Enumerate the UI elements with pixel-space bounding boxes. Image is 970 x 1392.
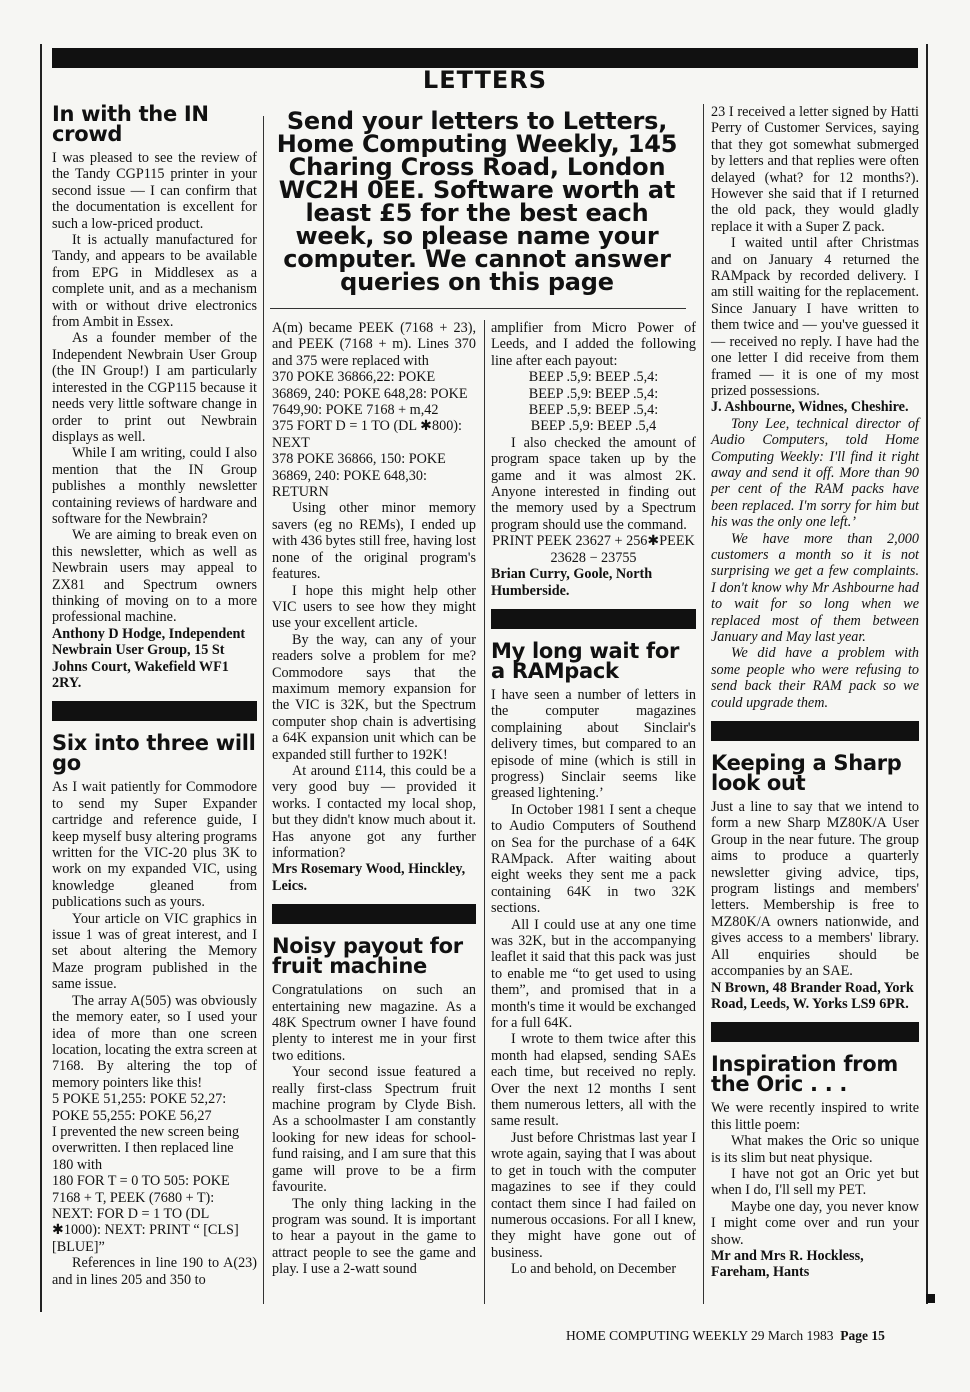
letter-paragraph: The only thing lacking in the program was sound. It is important to hear a payout in the game to attract people to see the game and play. I use a 2-watt sound — [272, 1195, 476, 1278]
letter-ram-pack — [491, 638, 696, 1278]
poem-line: What makes the Oric so unique is its slim but neat physique. — [711, 1133, 919, 1166]
letter-paragraph: amplifier from Micro Power of Leeds, and I added the following line after each payout: — [491, 320, 696, 369]
letter-paragraph: I prevented the new screen being overwritten. I then replaced line 180 with — [52, 1123, 240, 1173]
letter-paragraph: As a founder member of the Independent Newbrain User Group (the IN Group!) I am particularly interested in the CGP115 because it needs very little software change in order to print out Newbrain displays as well. — [52, 330, 257, 445]
program-listing: BEEP .5,9: BEEP .5,4: — [528, 369, 659, 386]
letter-oric — [711, 1054, 919, 1280]
column-rule — [263, 116, 264, 1304]
divider-bar — [491, 609, 696, 629]
letter-paragraph: While I am writing, could I also mention that the IN Group publishes a monthly newsletter containing reviews of hardware and software for the Newbrain? — [52, 445, 257, 527]
letter-paragraph: Lo and behold, on December — [511, 1261, 677, 1278]
letter-paragraph: 23 I received a letter signed by Hatti Perry of Customer Services, saying that they got somewhat submerged by letters and that replies were often delayed (what? for 12 months?). However she said that if I returned the old pack, they would gladly replace it with a Super Z pack. — [711, 104, 919, 235]
page-border-right — [926, 44, 928, 1304]
page-footer — [566, 1328, 885, 1344]
letter-paragraph: By the way, can any of your readers solve a problem for me? Commodore says that the maximum memory expansion for the VIC is 32K, but the Spectrum computer shop chain is advertising a 64K expansion unit which can be expanded still further to 192K! — [272, 631, 476, 763]
column-rule — [703, 104, 704, 1304]
callout-rule — [270, 308, 686, 309]
footer-publication: HOME COMPUTING WEEKLY 29 March 1983 — [566, 1328, 834, 1343]
letter-paragraph: Using other minor memory savers (eg no REMs), I ended up with 436 bytes still free, having lost none of the original program's features. — [272, 500, 476, 583]
column-3 — [491, 320, 696, 1278]
letter-paragraph: We were recently inspired to write this little poem: — [711, 1100, 919, 1133]
letter-paragraph: In October 1981 I sent a cheque to Audio Computers of Southend on Sea for the purchase of a 64K RAMpack. After waiting about eight weeks they sent me a pack containing 64K in two 32K sections. — [491, 801, 696, 917]
program-listing: 180 FOR T = 0 TO 505: POKE 7168 + T, PEEK (7680 + T): NEXT: FOR D = 1 TO (DL ✱1000): NEXT: PRINT “ [CLS] [BLUE]” — [52, 1173, 239, 1255]
section-title: LETTERS — [422, 66, 548, 94]
letter-noisy-payout — [272, 936, 476, 1277]
footer-page-number: Page 15 — [836, 1328, 885, 1343]
column-1 — [52, 104, 257, 1288]
letter-paragraph: I wrote to them twice after this month had elapsed, sending SAEs each time, but received no reply. Over the next 12 months I sent them numerous letters, all with the same result. — [491, 1031, 696, 1130]
program-listing: 375 FORT D = 1 TO (DL ✱800): NEXT — [272, 418, 462, 451]
letter-heading: Six into three will go — [52, 731, 256, 776]
letter-signature: Brian Curry, Goole, North Humberside. — [491, 566, 653, 599]
letter-paragraph: I also checked the amount of program space taken up by the game and it was almost 2K. Anyone interested in finding out the memory used by a Spectrum program should use the command. — [491, 434, 696, 533]
letter-paragraph: Your second issue featured a really first-class Spectrum fruit machine program by Clyde Bish. As a schoolmaster I am constantly looking for new ideas for school-fund raising, and I am sure that this game will prove to be a firm favourite. — [272, 1064, 476, 1196]
program-listing: BEEP .5,9: BEEP .5,4 — [530, 418, 657, 435]
divider-bar — [272, 904, 476, 924]
divider-bar — [711, 1022, 919, 1042]
program-listing: 378 POKE 36866, 150: POKE 36869, 240: POKE 648,30: RETURN — [272, 451, 446, 501]
letter-sharp — [711, 753, 919, 1012]
letter-six-into-three — [52, 733, 257, 1288]
editor-reply: We have more than 2,000 customers a month so it is not surprising we get a few complaints. I don't know why Mr Ashbourne had to wait for so long when we replaced most of them between January and May last year. — [711, 530, 919, 645]
letter-paragraph: The array A(505) was obviously the memory eater, so I used your idea of more than one screen location, locating the extra screen at 7168. By altering the top of memory pointers like this! — [52, 992, 257, 1091]
letter-paragraph: As I wait patiently for Commodore to send my Super Expander cartridge and reference guide, I keep myself busy altering programs written for the VIC-20 plus 3K to work on my expanded VIC, using knowledge gleaned from publications such as yours. — [52, 779, 257, 911]
divider-bar — [711, 721, 919, 741]
divider-bar — [52, 701, 257, 721]
page-border-left — [40, 44, 42, 1312]
program-listing: 370 POKE 36866,22: POKE 36869, 240: POKE 648,28: POKE 7649,90: POKE 7168 + m,42 — [272, 369, 468, 419]
submission-callout: Send your letters to Letters, Home Computing Weekly, 145 Charing Cross Road, London WC2H 0EE. Software worth at least £5 for the best each week, so please name your computer. We cannot answer queries on this page — [276, 107, 678, 296]
section-header-bar — [52, 48, 918, 68]
letter-signature: Mrs Rosemary Wood, Hinckley, Leics. — [272, 861, 466, 894]
letter-paragraph: Your article on VIC graphics in issue 1 was of great interest, and I set about altering the Memory Maze program published in the same issue. — [52, 910, 257, 993]
letter-paragraph: At around £114, this could be a very good buy — provided it works. I contacted my local shop, but they didn't know much about it. Has anyone got any further information? — [272, 762, 476, 861]
letter-paragraph: I hope this might help other VIC users to see how they might use your excellent article. — [272, 582, 476, 632]
letter-paragraph: A(m) became PEEK (7168 + 23), and PEEK (7168 + m). Lines 370 and 375 were replaced with — [272, 320, 476, 369]
column-rule — [484, 320, 485, 1304]
letter-paragraph: I waited until after Christmas and on January 4 returned the RAMpack by recorded delivery. I am still waiting for the replacement. Since January I have written to them twice and — you've guessed it — received no reply. I have had the one letter I did receive from them framed — it is one of my most prized possessions. — [711, 235, 919, 399]
end-mark — [926, 1294, 935, 1303]
letter-signature: J. Ashbourne, Widnes, Cheshire. — [711, 399, 909, 416]
program-listing: BEEP .5,9: BEEP .5,4: — [528, 385, 659, 402]
letter-heading: Keeping a Sharp look out — [711, 751, 902, 796]
letter-signature: N Brown, 48 Brander Road, York Road, Leeds, W. Yorks LS9 6PR. — [711, 979, 914, 1012]
letter-paragraph: Just before Christmas last year I wrote again, saying that I was about to get in touch with the computer magazines to see if they could contact them since I had failed on numerous occasions. For all I knew, they might have gone out of business. — [491, 1129, 696, 1261]
letter-heading: Noisy payout for fruit machine — [272, 934, 463, 979]
letter-paragraph: References in line 190 to A(23) and in lines 205 and 350 to — [52, 1255, 257, 1288]
editor-reply: Tony Lee, technical director of Audio Computers, told Home Computing Weekly: I'll find it right away and send it off. More than 90 per cent of the RAM packs have been replaced. I'm sorry for him but his was the only one left.’ — [711, 415, 919, 531]
letter-paragraph: I was pleased to see the review of the Tandy CGP115 printer in your second issue — I can confirm that the documentation is excellent for such a low-priced product. — [52, 150, 257, 232]
letter-heading: In with the IN crowd — [52, 102, 209, 146]
program-listing: BEEP .5,9: BEEP .5,4: — [528, 402, 659, 419]
column-2 — [272, 320, 476, 1278]
letter-heading: My long wait for a RAMpack — [491, 638, 680, 683]
letter-paragraph: It is actually manufactured for Tandy, and appears to be available from EPG in Middlesex as a complete unit, and as a mechanism with or without drive electronics from Ambit in Essex. — [52, 232, 257, 331]
letter-paragraph: Just a line to say that we intend to form a new Sharp MZ80K/A User Group in the near future. The group aims to produce a quarterly newsletter giving advice, tips, program listings and members' letters. Membership is free to MZ80K/A owners nationwide, and gives access to a members' library. All enquiries should be accompanies by an SAE. — [711, 799, 919, 980]
letter-paragraph: We are aiming to break even on this newsletter, which as well as Newbrain users may appeal to ZX81 and Spectrum owners thinking of moving on to a more professional machine. — [52, 527, 257, 626]
poem-line: Maybe one day, you never know I might come over and run your show. — [711, 1198, 919, 1248]
letter-in-crowd — [52, 104, 257, 691]
poem-line: I have not got an Oric yet but when I do, I'll sell my PET. — [711, 1165, 919, 1199]
letter-paragraph: All I could use at any one time was 32K, but in the accompanying leaflet it said that this pack was just to enable me “to get used to using them”, and promised that in a month's time it would be exchanged for a full 64K. — [491, 916, 696, 1032]
editor-reply: We did have a problem with some people who were refusing to send back their RAM pack so we could upgrade them. — [711, 645, 919, 711]
program-listing: 5 POKE 51,255: POKE 52,27: POKE 55,255: POKE 56,27 — [52, 1091, 227, 1124]
letter-heading: Inspiration from the Oric . . . — [711, 1052, 898, 1097]
letter-paragraph: I have seen a number of letters in the computer magazines complaining about Sinclair's delivery times, but compared to an episode of mine (which is still in progress) Sinclair seems like greased lightening.’ — [491, 686, 696, 802]
program-listing: PRINT PEEK 23627 + 256✱PEEK 23628 − 23755 — [492, 533, 695, 566]
column-4 — [711, 104, 919, 1281]
letter-signature: Anthony D Hodge, Independent Newbrain User Group, 15 St Johns Court, Wakefield WF1 2RY. — [52, 625, 246, 691]
letter-paragraph: Congratulations on such an entertaining new magazine. As a 48K Spectrum owner I have found plenty to interest me in your first two editions. — [272, 982, 476, 1064]
letter-signature: Mr and Mrs R. Hockless, Fareham, Hants — [711, 1247, 864, 1281]
